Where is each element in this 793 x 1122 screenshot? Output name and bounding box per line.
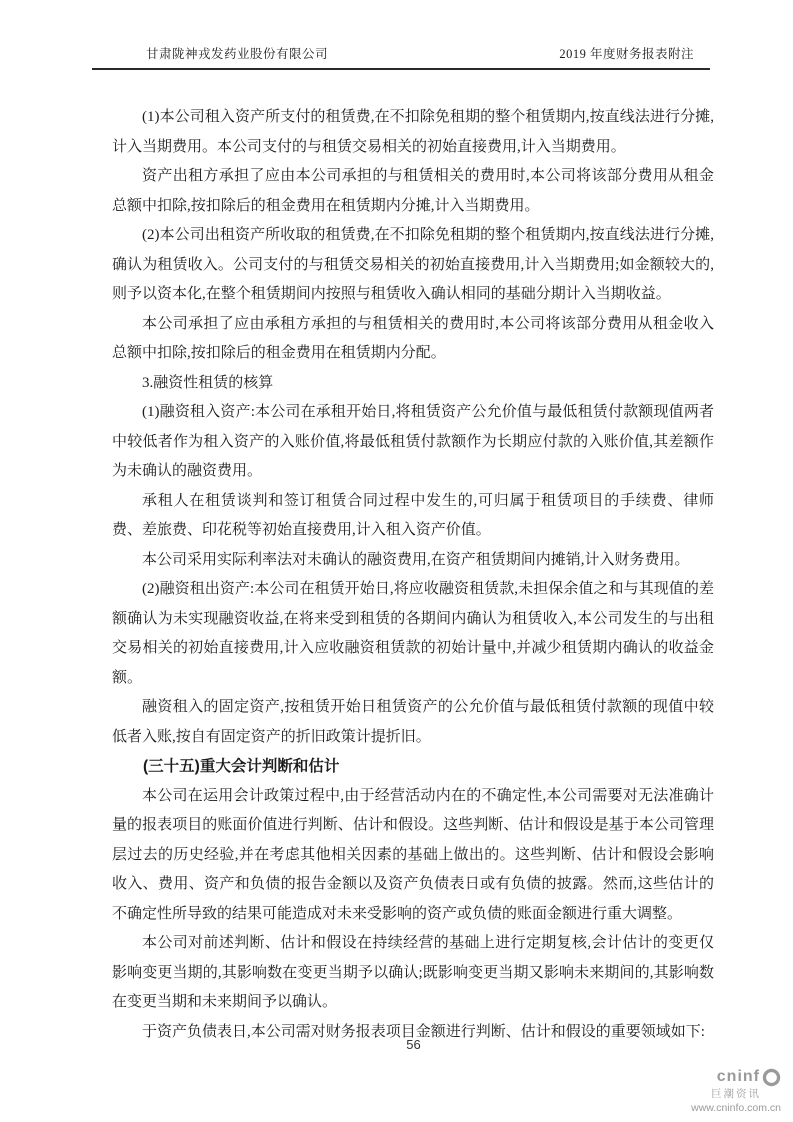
cninfo-chinese-name: 巨潮资讯 [711, 1087, 761, 1100]
header-company-name: 甘肃陇神戎发药业股份有限公司 [146, 47, 329, 61]
cninfo-brand-text: cninf [716, 1068, 760, 1086]
subsection-heading: 3.融资性租赁的核算 [142, 374, 274, 391]
header-report-title: 2019 年度财务报表附注 [559, 47, 694, 61]
paragraph: 融资租入的固定资产,按租赁开始日租赁资产的公允价值与最低租赁付款额的现值中较低者入账,按自有固定资产的折旧政策计提折旧。 [112, 699, 714, 745]
paragraph: 本公司采用实际利率法对未确认的融资费用,在资产租赁期间内摊销,计入财务费用。 [142, 551, 690, 568]
cninfo-url: www.cninfo.com.cn [691, 1101, 781, 1114]
paragraph: (1)本公司租入资产所支付的租赁费,在不扣除免租期的整个租赁期内,按直线法进行分摊,计入当期费用。本公司支付的与租赁交易相关的初始直接费用,计入当期费用。 [112, 109, 714, 155]
paragraph: (2)融资租出资产:本公司在租赁开始日,将应收融资租赁款,未担保余值之和与其现值的差额确认为未实现融资收益,在将来受到租赁的各期间内确认为租赁收入,本公司发生的与出租交易相关的初始直接费用,计入应收融资租赁款的初始计量中,并减少租赁期内确认的收益金额。 [112, 581, 714, 686]
section-heading: (三十五)重大会计判断和估计 [143, 758, 340, 775]
cninfo-swirl-icon [762, 1068, 781, 1087]
paragraph: 本公司在运用会计政策过程中,由于经营活动内在的不确定性,本公司需要对无法准确计量的报表项目的账面价值进行判断、估计和假设。这些判断、估计和假设是基于本公司管理层过去的历史经验,并在考虑其他相关因素的基础上做出的。这些判断、估计和假设会影响收入、费用、资产和负债的报告金额以及资产负债表日或有负债的披露。然而,这些估计的不确定性所导致的结果可能造成对未来受影响的资产或负债的账面金额进行重大调整。 [112, 787, 714, 922]
page-header [92, 44, 710, 70]
paragraph: 本公司承担了应由承租方承担的与租赁相关的费用时,本公司将该部分费用从租金收入总额中扣除,按扣除后的租金费用在租赁期内分配。 [112, 315, 714, 361]
cninfo-logo-brand-row [691, 1068, 781, 1087]
cninfo-logo [691, 1068, 781, 1114]
paragraph: 本公司对前述判断、估计和假设在持续经营的基础上进行定期复核,会计估计的变更仅影响变更当期的,其影响数在变更当期予以确认;既影响变更当期又影响未来期间的,其影响数在变更当期和未来期间予以确认。 [112, 935, 714, 1010]
paragraph: 资产出租方承担了应由本公司承担的与租赁相关的费用时,本公司将该部分费用从租金总额中扣除,按扣除后的租金费用在租赁期内分摊,计入当期费用。 [112, 168, 714, 214]
document-body [112, 103, 714, 1047]
page-number: 56 [406, 1037, 421, 1052]
paragraph: (1)融资租入资产:本公司在承租开始日,将租赁资产公允价值与最低租赁付款额现值两者中较低者作为租入资产的入账价值,将最低租赁付款额作为长期应付款的入账价值,其差额作为未确认的融资费用。 [112, 404, 714, 479]
paragraph: 承租人在租赁谈判和签订租赁合同过程中发生的,可归属于租赁项目的手续费、律师费、差旅费、印花税等初始直接费用,计入租入资产价值。 [112, 492, 714, 538]
paragraph: (2)本公司出租资产所收取的租赁费,在不扣除免租期的整个租赁期内,按直线法进行分摊,确认为租赁收入。公司支付的与租赁交易相关的初始直接费用,计入当期费用;如金额较大的,则予以资本化,在整个租赁期间内按照与租赁收入确认相同的基础分期计入当期收益。 [112, 227, 714, 302]
paragraph: 于资产负债表日,本公司需对财务报表项目金额进行判断、估计和假设的重要领域如下: [142, 1023, 705, 1040]
